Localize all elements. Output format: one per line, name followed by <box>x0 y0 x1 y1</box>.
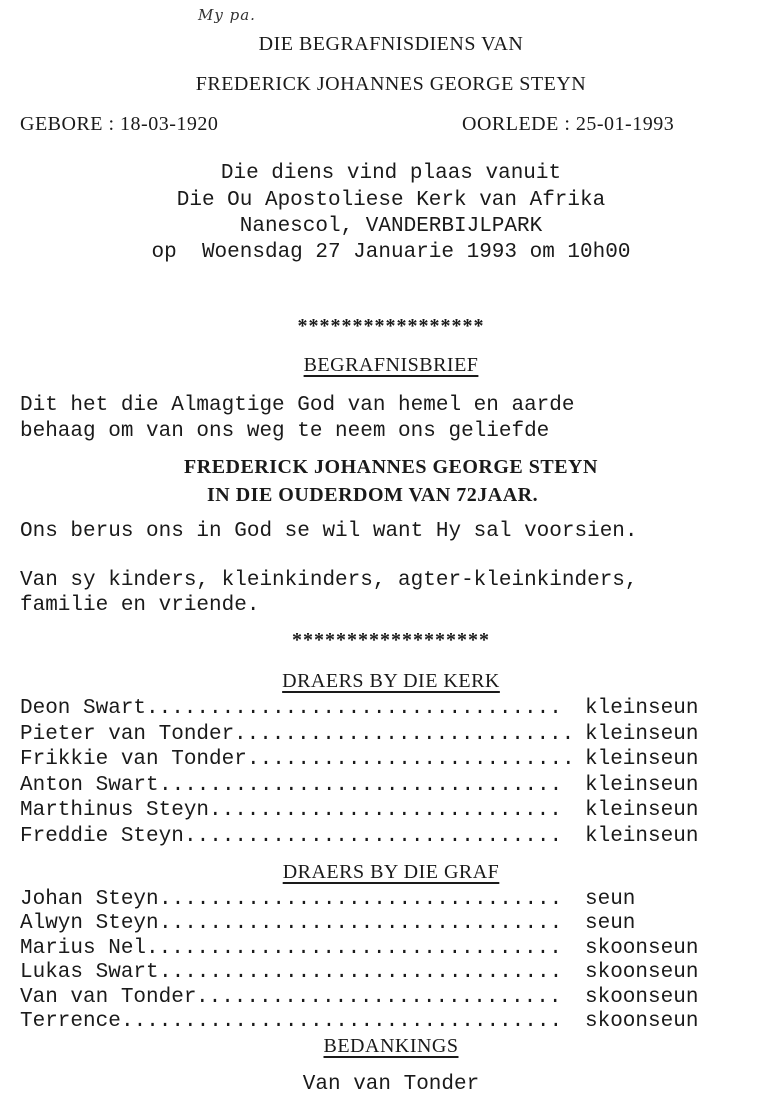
divider-stars: ***************** <box>297 315 485 337</box>
letter-from-2: familie en vriende. <box>20 594 260 617</box>
letter-age: IN DIE OUDERDOM VAN 72JAAR. <box>207 484 539 506</box>
service-line-1: Die diens vind plaas vanuit <box>220 162 562 185</box>
bearer-row <box>20 697 720 721</box>
dot-leader: .......................... <box>247 748 575 772</box>
dot-leader: ................................ <box>159 961 563 985</box>
bearer-row <box>20 723 720 747</box>
bearer-relation: skoonseun <box>585 961 699 985</box>
service-title: DIE BEGRAFNISDIENS VAN <box>258 33 524 55</box>
dot-leader: .............................. <box>184 825 563 848</box>
dot-leader: ................................ <box>159 888 563 911</box>
bearer-relation: skoonseun <box>585 985 699 1009</box>
bearer-row <box>20 1010 720 1034</box>
bearer-row <box>20 912 720 936</box>
letter-deceased-name: FREDERICK JOHANNES GEORGE STEYN <box>184 456 598 478</box>
bearer-relation: seun <box>585 912 636 936</box>
bearer-row <box>20 986 720 1010</box>
bearer-relation: skoonseun <box>585 1010 699 1033</box>
letter-heading: BEGRAFNISBRIEF <box>303 354 479 376</box>
dot-leader: ................................ <box>159 912 563 936</box>
thanks-heading: BEDANKINGS <box>323 1035 459 1057</box>
divider-stars-2: ****************** <box>292 629 490 651</box>
bearer-row <box>20 774 720 798</box>
bearer-row <box>20 825 720 849</box>
bearer-row <box>20 888 720 912</box>
bearer-row <box>20 937 720 961</box>
letter-from-1: Van sy kinders, kleinkinders, agter-kleinkinders, <box>20 569 638 592</box>
bearer-relation: kleinseun <box>585 825 699 848</box>
service-line-2: Die Ou Apostoliese Kerk van Afrika <box>176 189 606 212</box>
dot-leader: ........................... <box>234 722 575 746</box>
bearer-row <box>20 748 720 772</box>
bearer-name: Terrence <box>20 1010 121 1033</box>
letter-faith: Ons berus ons in God se wil want Hy sal voorsien. <box>20 520 638 543</box>
dot-leader: ................................ <box>159 773 563 797</box>
bearer-relation: skoonseun <box>585 936 699 960</box>
bearer-row <box>20 799 720 823</box>
bearer-relation: kleinseun <box>585 697 699 720</box>
bearer-name: Johan Steyn <box>20 888 159 911</box>
died-date: OORLEDE : 25-01-1993 <box>462 113 675 135</box>
dot-leader: ............................. <box>196 985 562 1009</box>
letter-line-2: behaag om van ons weg te neem ons geliefde <box>20 420 550 443</box>
born-date: GEBORE : 18-03-1920 <box>20 113 219 135</box>
bearer-name: Frikkie van Tonder <box>20 748 247 772</box>
bearer-relation: seun <box>585 888 636 911</box>
bearer-relation: kleinseun <box>585 722 699 746</box>
deceased-name: FREDERICK JOHANNES GEORGE STEYN <box>195 73 587 95</box>
dot-leader: ................................. <box>146 936 562 960</box>
letter-line-1: Dit het die Almagtige God van hemel en aarde <box>20 394 575 417</box>
dot-leader: ............................ <box>209 799 562 823</box>
bearer-name: Alwyn Steyn <box>20 912 159 936</box>
bearer-relation: kleinseun <box>585 799 699 823</box>
bearer-name: Lukas Swart <box>20 961 159 985</box>
bearer-name: Deon Swart <box>20 697 147 720</box>
thanks-by: Van van Tonder <box>302 1073 480 1096</box>
bearer-name: Van van Tonder <box>20 985 197 1009</box>
bearer-name: Pieter van Tonder <box>20 722 235 746</box>
service-line-4: op Woensdag 27 Januarie 1993 om 10h00 <box>151 241 631 264</box>
bearer-relation: kleinseun <box>585 773 699 797</box>
dot-leader: ................................... <box>121 1010 563 1033</box>
bearer-relation: kleinseun <box>585 748 699 772</box>
bearer-name: Anton Swart <box>20 773 159 797</box>
church-bearers-heading: DRAERS BY DIE KERK <box>282 670 500 692</box>
bearer-name: Freddie Steyn <box>20 825 184 848</box>
bearer-name: Marius Nel <box>20 936 147 960</box>
bearer-name: Marthinus Steyn <box>20 799 210 823</box>
bearer-row <box>20 961 720 985</box>
grave-bearers-heading: DRAERS BY DIE GRAF <box>282 861 500 883</box>
handwritten-note: My pa. <box>198 6 256 24</box>
service-line-3: Nanescol, VANDERBIJLPARK <box>239 215 543 238</box>
dot-leader: ................................. <box>146 697 562 720</box>
